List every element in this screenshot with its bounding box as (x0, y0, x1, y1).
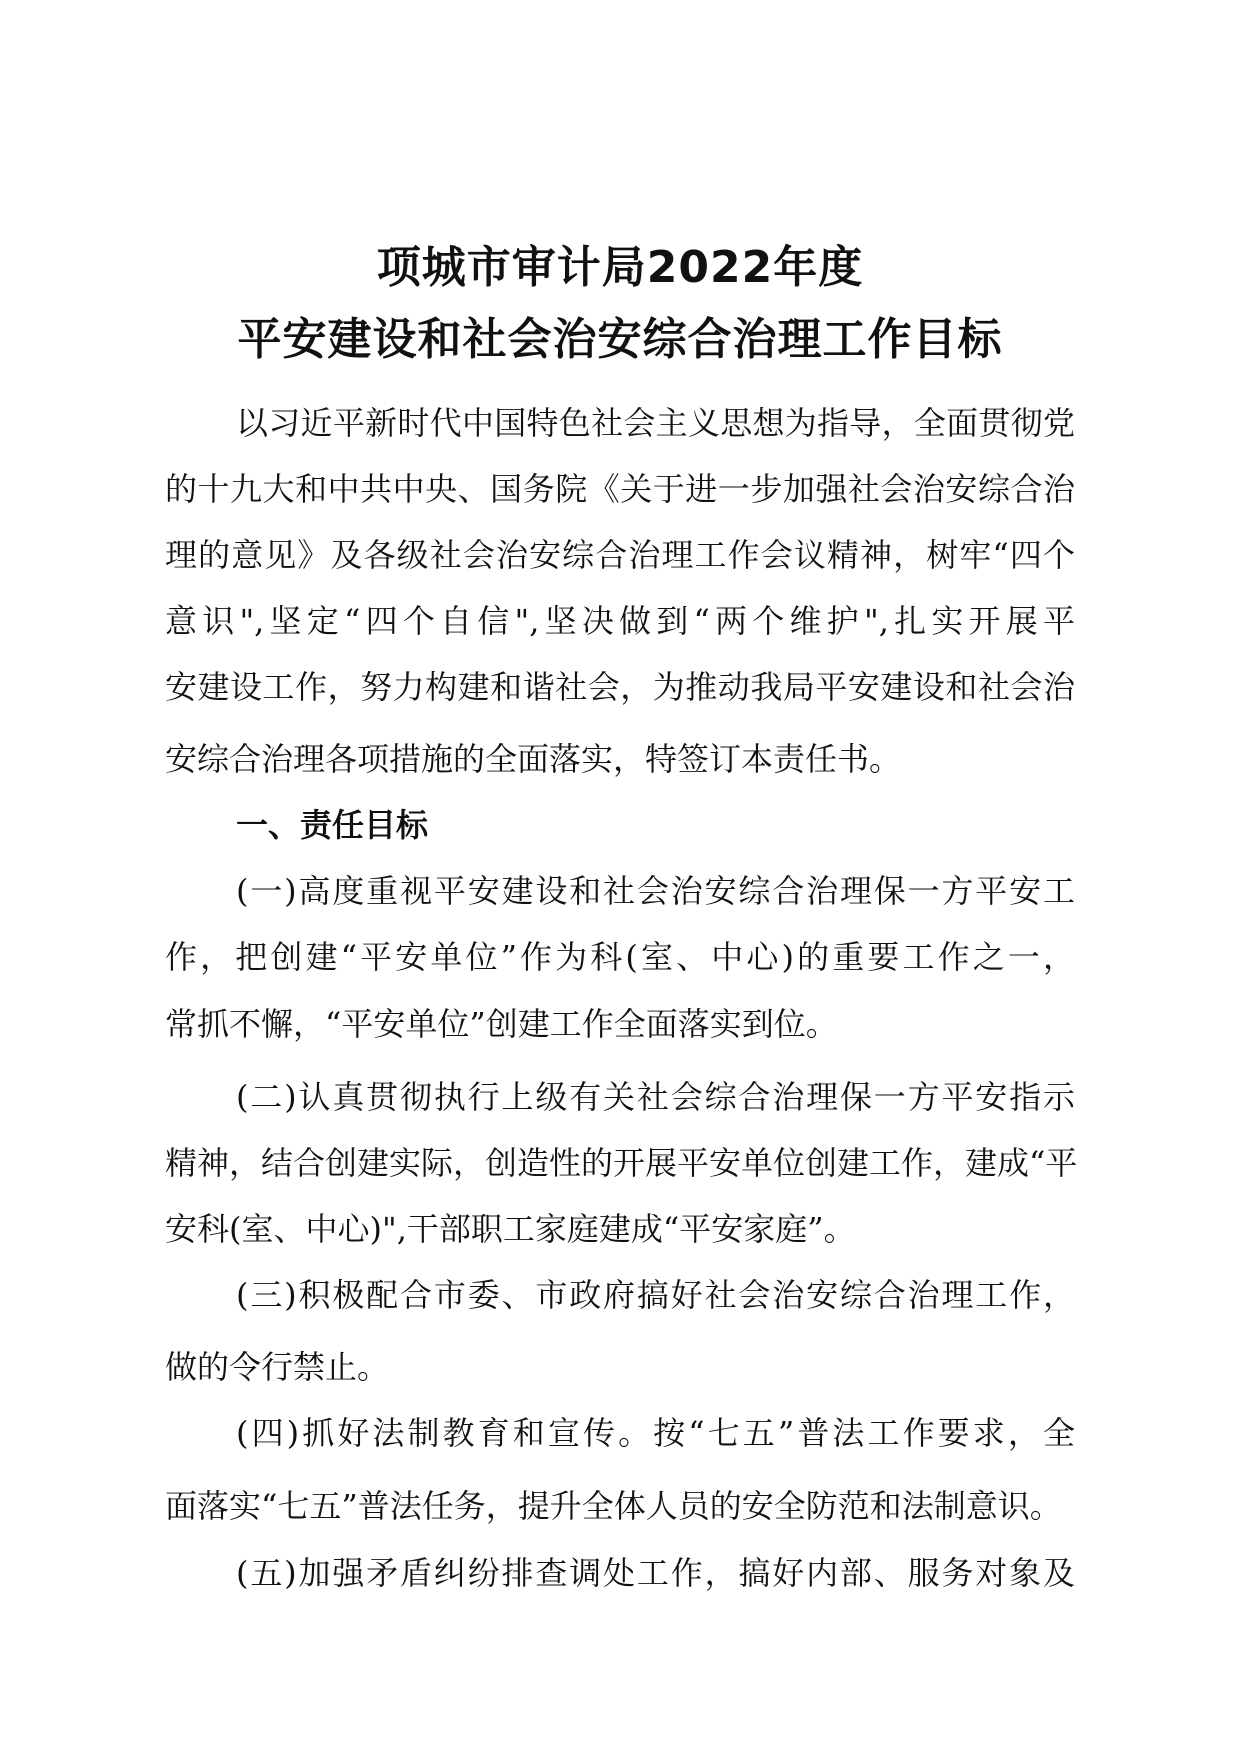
item-4-line-1: (四)抓好法制教育和宣传。按“七五”普法工作要求，全 (236, 1414, 1075, 1452)
document-title-line-1: 项城市审计局2022年度 (376, 242, 864, 293)
section-heading-responsibility-targets: 一、责任目标 (236, 806, 429, 844)
item-3-line-1: (三)积极配合市委、市政府搞好社会治安综合治理工作， (236, 1276, 1075, 1314)
item-2-line-1: (二)认真贯彻执行上级有关社会综合治理保一方平安指示 (236, 1078, 1075, 1116)
item-3-line-2: 做的令行禁止。 (165, 1348, 390, 1386)
intro-line-3: 理的意见》及各级社会治安综合治理工作会议精神，树牢“四个 (165, 536, 1075, 574)
intro-line-5: 安建设工作，努力构建和谐社会，为推动我局平安建设和社会治 (165, 668, 1075, 706)
item-1-line-1: (一)高度重视平安建设和社会治安综合治理保一方平安工 (236, 872, 1075, 910)
item-1-line-3: 常抓不懈，“平安单位”创建工作全面落实到位。 (165, 1005, 838, 1043)
item-2-line-2: 精神，结合创建实际，创造性的开展平安单位创建工作，建成“平 (165, 1144, 1078, 1182)
intro-line-4: 意识",坚定“四个自信",坚决做到“两个维护",扎实开展平 (165, 602, 1075, 640)
document-title-line-2: 平安建设和社会治安综合治理工作目标 (237, 314, 1003, 365)
intro-line-1: 以习近平新时代中国特色社会主义思想为指导，全面贯彻党 (236, 404, 1075, 442)
item-2-line-3: 安科(室、中心)",干部职工家庭建成“平安家庭”。 (165, 1210, 856, 1248)
item-5-line-1: (五)加强矛盾纠纷排查调处工作，搞好内部、服务对象及 (236, 1554, 1075, 1592)
item-1-line-2: 作，把创建“平安单位”作为科(室、中心)的重要工作之一， (165, 938, 1075, 976)
intro-line-2: 的十九大和中共中央、国务院《关于进一步加强社会治安综合治 (165, 470, 1075, 508)
item-4-line-2: 面落实“七五”普法任务，提升全体人员的安全防范和法制意识。 (165, 1487, 1062, 1525)
intro-line-6: 安综合治理各项措施的全面落实，特签订本责任书。 (165, 740, 902, 778)
